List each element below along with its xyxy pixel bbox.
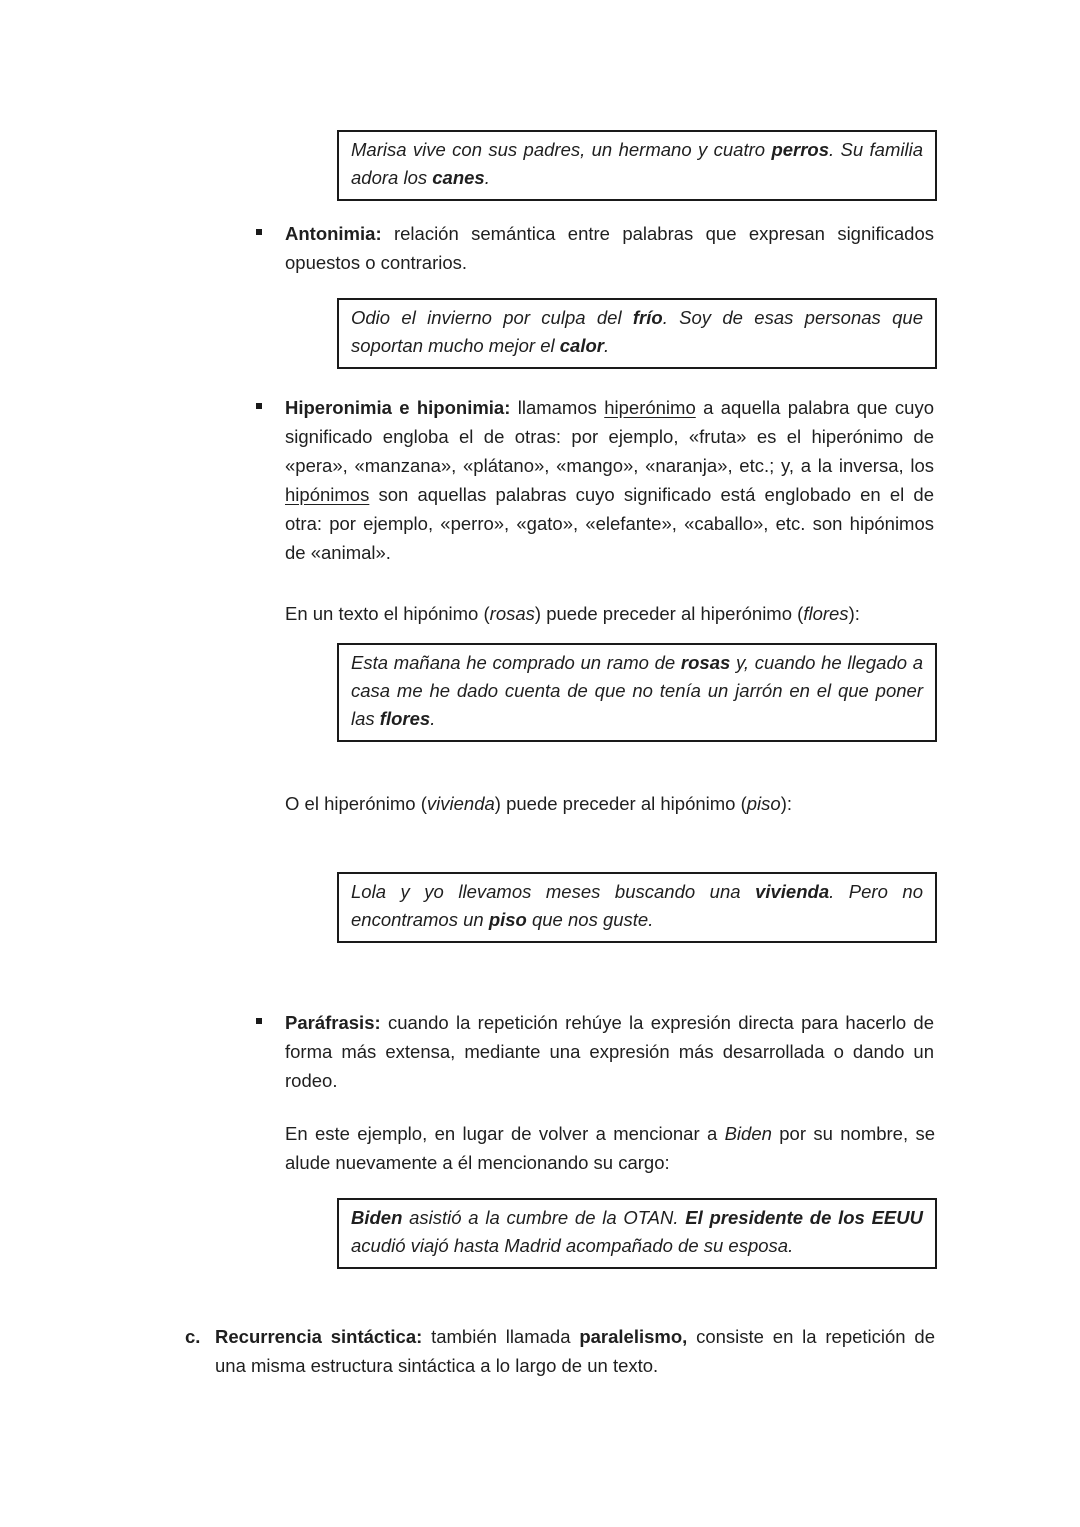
- paragraph-biden-intro: En este ejemplo, en lugar de volver a mencionar a Biden por su nombre, se alude nuevamente a él mencionando su cargo:: [285, 1123, 935, 1173]
- example-box-vivienda: [337, 872, 937, 943]
- paragraph-vivienda-intro: O el hiperónimo (vivienda) puede preceder al hipónimo (piso):: [285, 793, 793, 814]
- example-text-biden: Biden asistió a la cumbre de la OTAN. El presidente de los EEUU acudió viajó hasta Madrid acompañado de su esposa.: [351, 1207, 923, 1256]
- bullet-text-hiperonimia: Hiperonimia e hiponimia: llamamos hiperónimo a aquella palabra que cuyo significado engloba el de otras: por ejemplo, «fruta» es el hiperónimo de «pera», «manzana», «plátano», «mango», «naranja», etc.; y, a la inversa, los hipónimos son aquellas palabras cuyo significado está englobado en el de otra: por ejemplo, «perro», «gato», «elefante», «caballo», etc. son hipónimos de «animal».: [285, 397, 935, 563]
- paragraph-rosas-intro: En un texto el hipónimo (rosas) puede preceder al hiperónimo (flores):: [285, 603, 860, 624]
- bullet-text-antonimia: Antonimia: relación semántica entre palabras que expresan significados opuestos o contrarios.: [285, 223, 934, 273]
- example-text-odio: Odio el invierno por culpa del frío. Soy de esas personas que soportan mucho mejor el calor.: [351, 307, 923, 356]
- example-box-odio: [337, 298, 937, 369]
- list-item-c-marker: c.: [185, 1326, 201, 1347]
- bullet-item-antonimia: [256, 219, 934, 277]
- example-box-biden: [337, 1198, 937, 1269]
- bullet-square-icon: [256, 229, 262, 235]
- bullet-item-hiperonimia: [256, 393, 934, 567]
- example-text-marisa: Marisa vive con sus padres, un hermano y cuatro perros. Su familia adora los canes.: [351, 139, 924, 188]
- example-text-rosas: Esta mañana he comprado un ramo de rosas y, cuando he llegado a casa me he dado cuenta de que no tenía un jarrón en el que poner las flores.: [351, 652, 924, 729]
- list-item-c-recurrencia: [185, 1322, 935, 1380]
- example-box-marisa: [337, 130, 937, 201]
- bullet-item-parafrasis: [256, 1008, 934, 1095]
- bullet-square-icon: [256, 1018, 262, 1024]
- bullet-text-parafrasis: Paráfrasis: cuando la repetición rehúye la expresión directa para hacerlo de forma más extensa, mediante una expresión más desarrollada o dando un rodeo.: [285, 1012, 934, 1091]
- list-item-c-text: Recurrencia sintáctica: también llamada paralelismo, consiste en la repetición de una misma estructura sintáctica a lo largo de un texto.: [215, 1326, 935, 1376]
- example-text-vivienda: Lola y yo llevamos meses buscando una vivienda. Pero no encontramos un piso que nos guste.: [351, 881, 923, 930]
- bullet-square-icon: [256, 403, 262, 409]
- example-box-rosas: [337, 643, 937, 742]
